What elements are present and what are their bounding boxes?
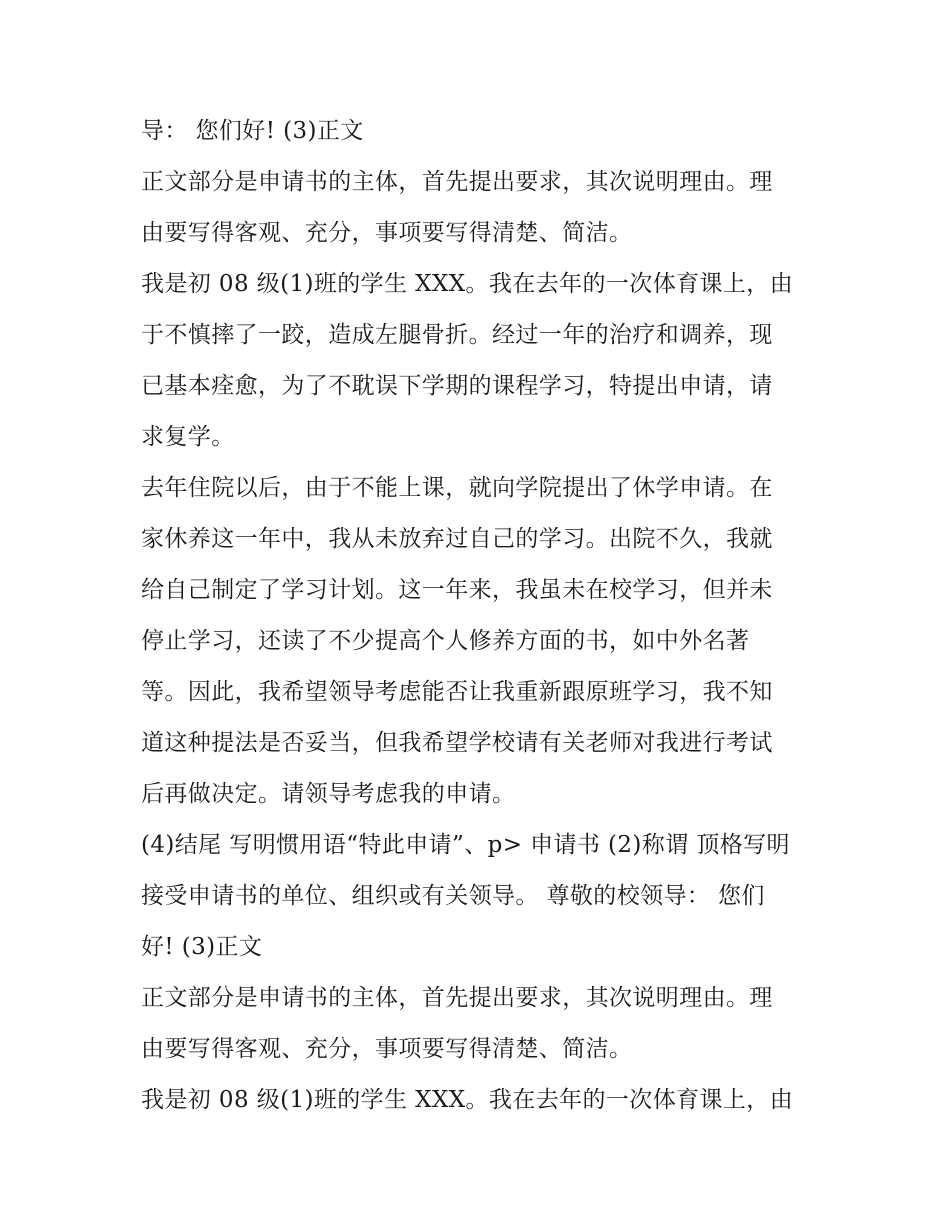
text-line: 好! (3)正文	[141, 934, 263, 960]
text-line: 等。因此，我希望领导考虑能否让我重新跟原班学习，我不知	[141, 679, 773, 705]
text-line: 家休养这一年中，我从未放弃过自己的学习。出院不久，我就	[141, 526, 773, 552]
text-line: 后再做决定。请领导考虑我的申请。	[141, 781, 516, 807]
text-line: 由要写得客观、充分，事项要写得清楚、简洁。	[141, 220, 633, 246]
text-line: 去年住院以后，由于不能上课，就向学院提出了休学申请。在	[141, 475, 773, 501]
text-line: 求复学。	[141, 424, 235, 450]
text-line: 已基本痊愈，为了不耽误下学期的课程学习，特提出申请，请	[141, 373, 773, 399]
text-line: 正文部分是申请书的主体，首先提出要求，其次说明理由。理	[141, 985, 773, 1011]
text-line: 导： 您们好! (3)正文	[141, 118, 364, 144]
text-line: 于不慎摔了一跤，造成左腿骨折。经过一年的治疗和调养，现	[141, 322, 773, 348]
text-line: 我是初 08 级(1)班的学生 XXX。我在去年的一次体育课上，由	[141, 1087, 794, 1113]
text-line: 由要写得客观、充分，事项要写得清楚、简洁。	[141, 1036, 633, 1062]
text-line: 接受申请书的单位、组织或有关领导。 尊敬的校领导： 您们	[141, 883, 765, 909]
text-line: (4)结尾 写明惯用语“特此申请”、p> 申请书 (2)称谓 顶格写明	[141, 832, 790, 858]
text-line: 我是初 08 级(1)班的学生 XXX。我在去年的一次体育课上，由	[141, 271, 794, 297]
text-line: 停止学习，还读了不少提高个人修养方面的书，如中外名著	[141, 628, 750, 654]
text-line: 正文部分是申请书的主体，首先提出要求，其次说明理由。理	[141, 169, 773, 195]
text-line: 道这种提法是否妥当，但我希望学校请有关老师对我进行考试	[141, 730, 773, 756]
text-line: 给自己制定了学习计划。这一年来，我虽未在校学习，但并未	[141, 577, 773, 603]
document-body	[141, 106, 821, 1126]
